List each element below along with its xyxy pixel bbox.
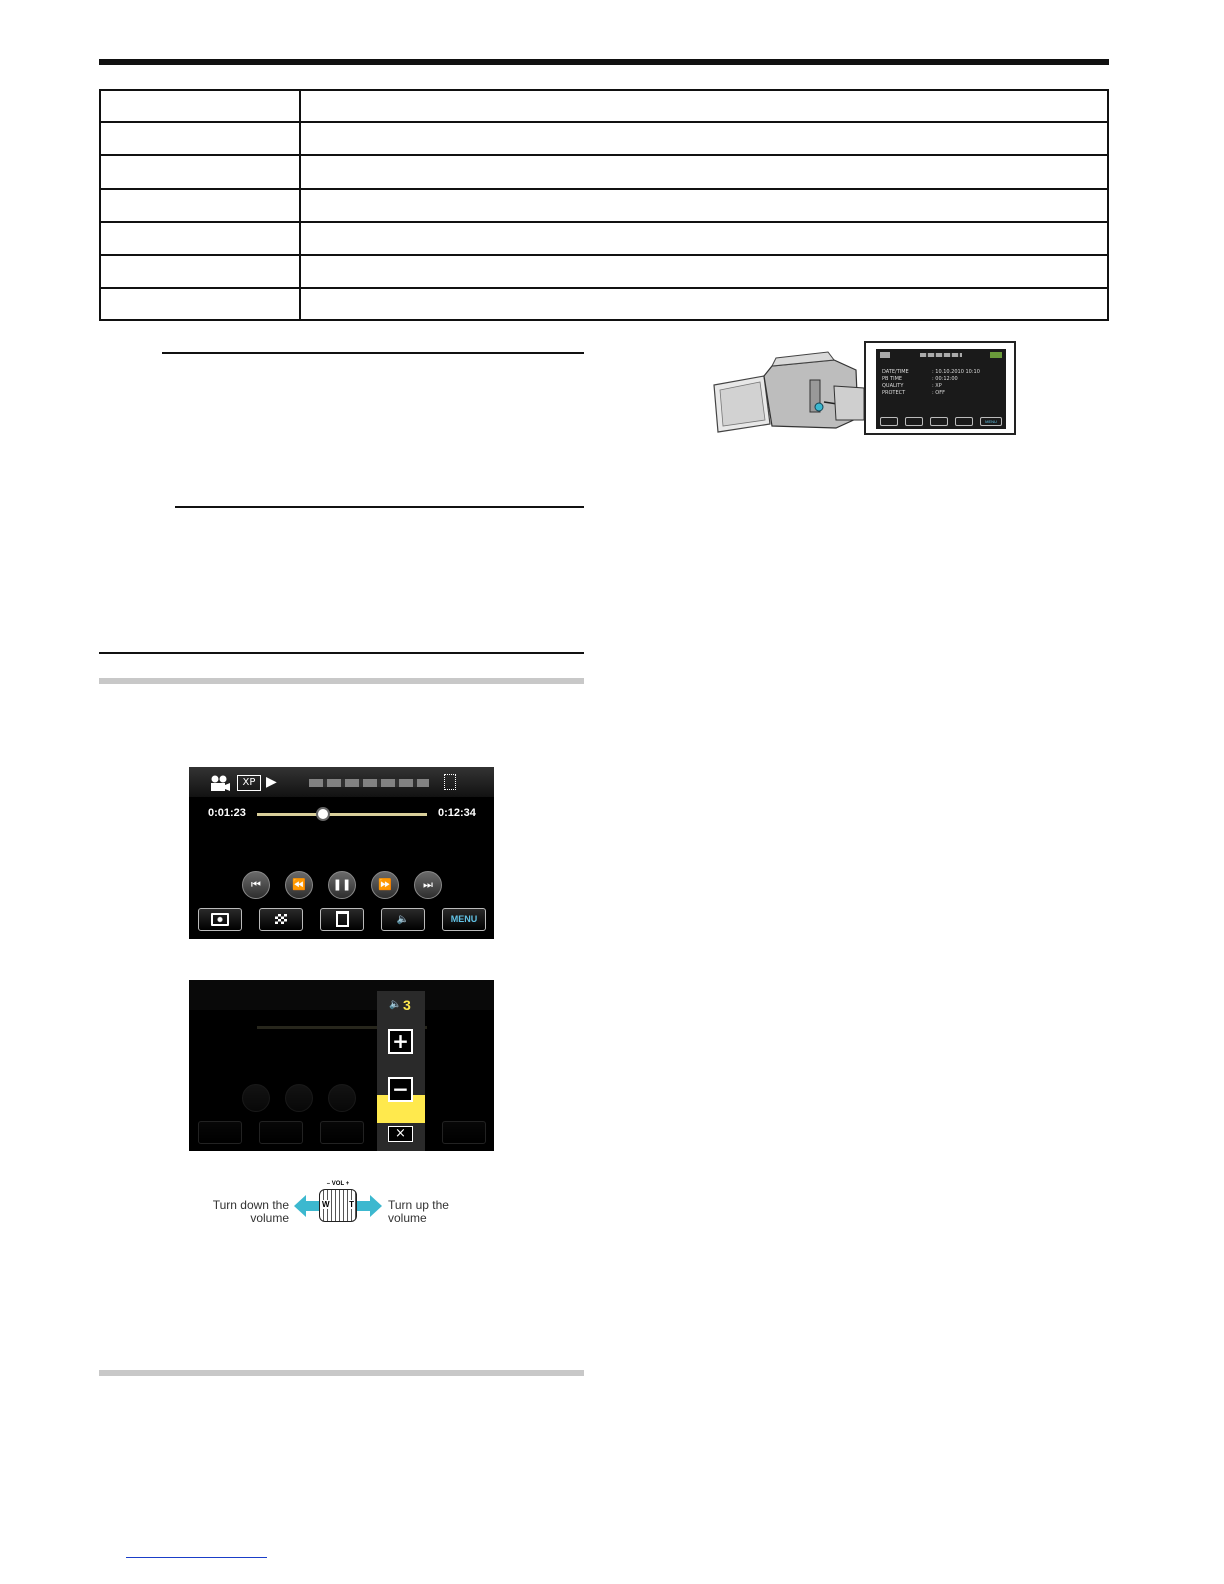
table-row <box>100 222 1108 255</box>
skip-back-button[interactable]: ⏮ <box>242 871 270 899</box>
battery-icon <box>990 352 1002 358</box>
delete-button[interactable] <box>320 908 364 931</box>
status-bar <box>189 767 494 797</box>
video-mode-icon <box>880 352 890 358</box>
index-button[interactable] <box>259 908 303 931</box>
section-rule <box>99 652 584 654</box>
close-button[interactable]: × <box>388 1126 413 1142</box>
vol-lever-label: – VOL + <box>326 1181 350 1187</box>
filename-blur <box>309 779 429 787</box>
filename-blur <box>920 353 962 357</box>
progress-bar[interactable] <box>257 813 427 816</box>
inset-screen <box>876 349 1006 429</box>
skip-forward-button[interactable]: ⏭ <box>414 871 442 899</box>
progress-slider-handle[interactable] <box>316 807 330 821</box>
footer-link[interactable] <box>126 1557 267 1558</box>
arrow-left-icon <box>294 1193 320 1219</box>
inset-menu-button[interactable]: MENU <box>980 417 1002 426</box>
fast-forward-button[interactable]: ⏩ <box>371 871 399 899</box>
speaker-icon: 🔈 <box>389 999 402 1010</box>
camera-screen-inset <box>864 341 1016 435</box>
arrow-right-icon <box>356 1193 382 1219</box>
volume-button[interactable] <box>381 908 425 931</box>
video-mode-icon <box>207 775 231 791</box>
elapsed-time: 0:01:23 <box>208 807 246 819</box>
subsection-rule <box>99 678 584 684</box>
volume-down-button[interactable]: − <box>388 1077 413 1102</box>
table-row <box>100 288 1108 320</box>
index-grid-icon <box>275 914 287 924</box>
inset-info-labels: DATE/TIME PB TIME QUALITY PROTECT <box>882 369 909 396</box>
volume-panel <box>377 991 425 1151</box>
subsection-rule-bottom <box>99 1370 584 1376</box>
turn-up-caption: Turn up the volume <box>388 1198 449 1225</box>
table-row <box>100 189 1108 222</box>
inset-index-button[interactable] <box>905 417 923 426</box>
table-row <box>100 255 1108 288</box>
table-row <box>100 122 1108 155</box>
inset-volume-button[interactable] <box>955 417 973 426</box>
volume-screen <box>189 980 494 1151</box>
table-row <box>100 155 1108 189</box>
menu-button[interactable]: MENU <box>442 908 486 931</box>
inset-delete-button[interactable] <box>930 417 948 426</box>
inset-snapshot-button[interactable] <box>880 417 898 426</box>
play-status-icon: ▶ <box>266 774 277 790</box>
memo-rule <box>162 352 584 354</box>
rewind-button[interactable]: ⏪ <box>285 871 313 899</box>
total-time: 0:12:34 <box>438 807 476 819</box>
speaker-icon: 🔈 <box>396 914 410 925</box>
media-card-icon <box>444 774 456 790</box>
pause-button[interactable]: ❚❚ <box>328 871 356 899</box>
caution-rule <box>175 506 584 508</box>
volume-level: 3 <box>403 997 411 1013</box>
camcorder-icon <box>706 340 866 438</box>
header-rule <box>99 59 1109 65</box>
table-row <box>100 90 1108 122</box>
zoom-lever[interactable]: W T <box>319 1189 357 1222</box>
trash-icon <box>336 911 349 927</box>
turn-down-caption: Turn down the volume <box>212 1198 289 1225</box>
playback-screen <box>189 767 494 939</box>
volume-up-button[interactable]: + <box>388 1029 413 1054</box>
snapshot-icon <box>211 913 229 926</box>
quality-badge: XP <box>237 775 261 791</box>
snapshot-button[interactable] <box>198 908 242 931</box>
reference-table <box>99 89 1109 321</box>
inset-info-values: : 10.10.2010 10:10 : 00:12:00 : XP : OFF <box>932 369 980 396</box>
